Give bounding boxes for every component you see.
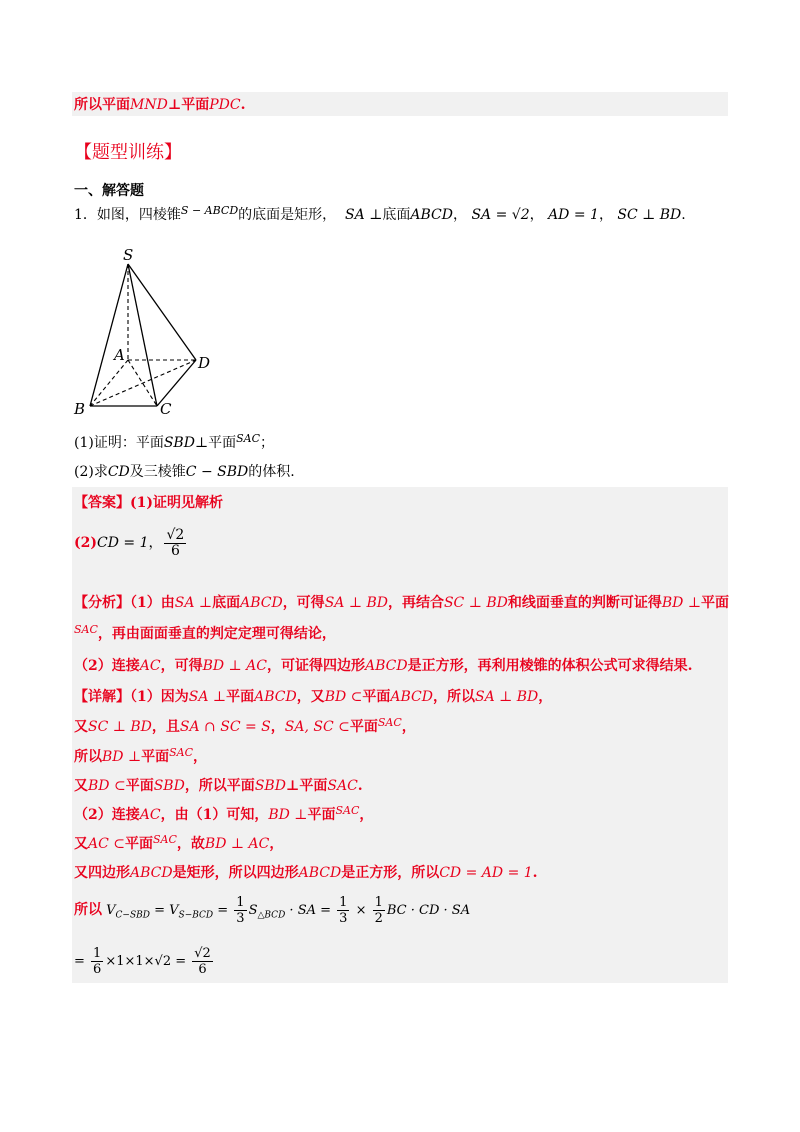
detail-line-5: （2）连接AC，由（1）可知，BD ⊥平面$^{SAC}$，: [74, 804, 374, 823]
section-heading: 【题型训练】: [74, 142, 182, 163]
analysis-line-1: 【分析】（1）由SA ⊥底面ABCD，可得SA ⊥ BD，再结合SC ⊥ BD和线面垂直的判断可证得BD ⊥平面: [74, 595, 729, 611]
detail-line-2: 又SC ⊥ BD，且SA ∩ SC = S，SA, SC ⊂平面$^{SAC}$，: [74, 716, 416, 735]
label-B: B: [74, 400, 86, 418]
header-conclusion-line: 所以平面MND⊥平面PDC.: [74, 97, 246, 113]
analysis-line-2: $^{SAC}$，再由面面垂直的判定定理可得结论，: [74, 623, 336, 642]
detail-line-3: 所以BD ⊥平面$^{SAC}$，: [74, 746, 208, 765]
detail-line-6: 又AC ⊂平面$^{SAC}$，故BD ⊥ AC，: [74, 833, 284, 852]
detail-line-7: 又四边形ABCD是矩形，所以四边形ABCD是正方形，所以CD = AD = 1.: [74, 865, 538, 881]
detail-line-4: 又BD ⊂平面SBD，所以平面SBD⊥平面SAC.: [74, 778, 363, 794]
edge-CD: [157, 360, 196, 406]
label-A: A: [114, 346, 125, 364]
problem-statement: 1．如图，四棱锥$^{S - ABCD}$的底面是矩形， SA ⊥底面ABCD， SA = √2， AD = 1， SC ⊥ BD.: [74, 204, 686, 223]
answer-line-1: 【答案】(1)证明见解析: [74, 495, 223, 511]
edge-SD: [128, 264, 196, 360]
label-D: D: [198, 354, 211, 372]
fraction-one-sixth: $\frac{1}{6}$: [93, 946, 102, 977]
edge-AC: [128, 360, 157, 406]
fraction-one-third: $\frac{1}{3}$: [236, 895, 245, 926]
edge-SC: [128, 264, 157, 406]
detail-line-8-volume: 所以 $V_{C-SBD} = V_{S-BCD}$ = $\frac{1}{3}$ $S_{\triangle BCD}$ · SA = $\frac{1}{3}$ × $\frac{1}{2}$ BC · CD · SA: [74, 895, 471, 926]
answer-line-2: (2)CD = 1， $\frac{√2}{6}$: [74, 526, 185, 559]
fraction-one-half: $\frac{1}{2}$: [374, 895, 383, 926]
question-1: (1)证明：平面SBD⊥平面$^{SAC}$；: [74, 432, 275, 451]
edge-AB: [90, 360, 128, 406]
analysis-line-3: （2）连接AC，可得BD ⊥ AC，可证得四边形ABCD是正方形，再利用棱锥的体积公式可求得结果.: [74, 658, 693, 674]
label-S: S: [123, 246, 134, 264]
fraction-one-third-b: $\frac{1}{3}$: [339, 895, 348, 926]
question-type-title: 一、解答题: [74, 183, 144, 199]
answer-fraction: $\frac{√2}{6}$: [166, 526, 185, 559]
edge-SB: [90, 264, 128, 406]
detail-line-9-result: = $\frac{1}{6}$ ×1×1×√2 = $\frac{√2}{6}$: [74, 946, 211, 977]
detail-line-1: 【详解】（1）因为SA ⊥平面ABCD，又BD ⊂平面ABCD，所以SA ⊥ BD，: [74, 689, 553, 705]
label-C: C: [160, 400, 172, 418]
fraction-result: $\frac{√2}{6}$: [194, 946, 211, 977]
edge-BD: [90, 360, 196, 406]
question-2: (2)求CD及三棱锥C − SBD的体积.: [74, 464, 295, 480]
